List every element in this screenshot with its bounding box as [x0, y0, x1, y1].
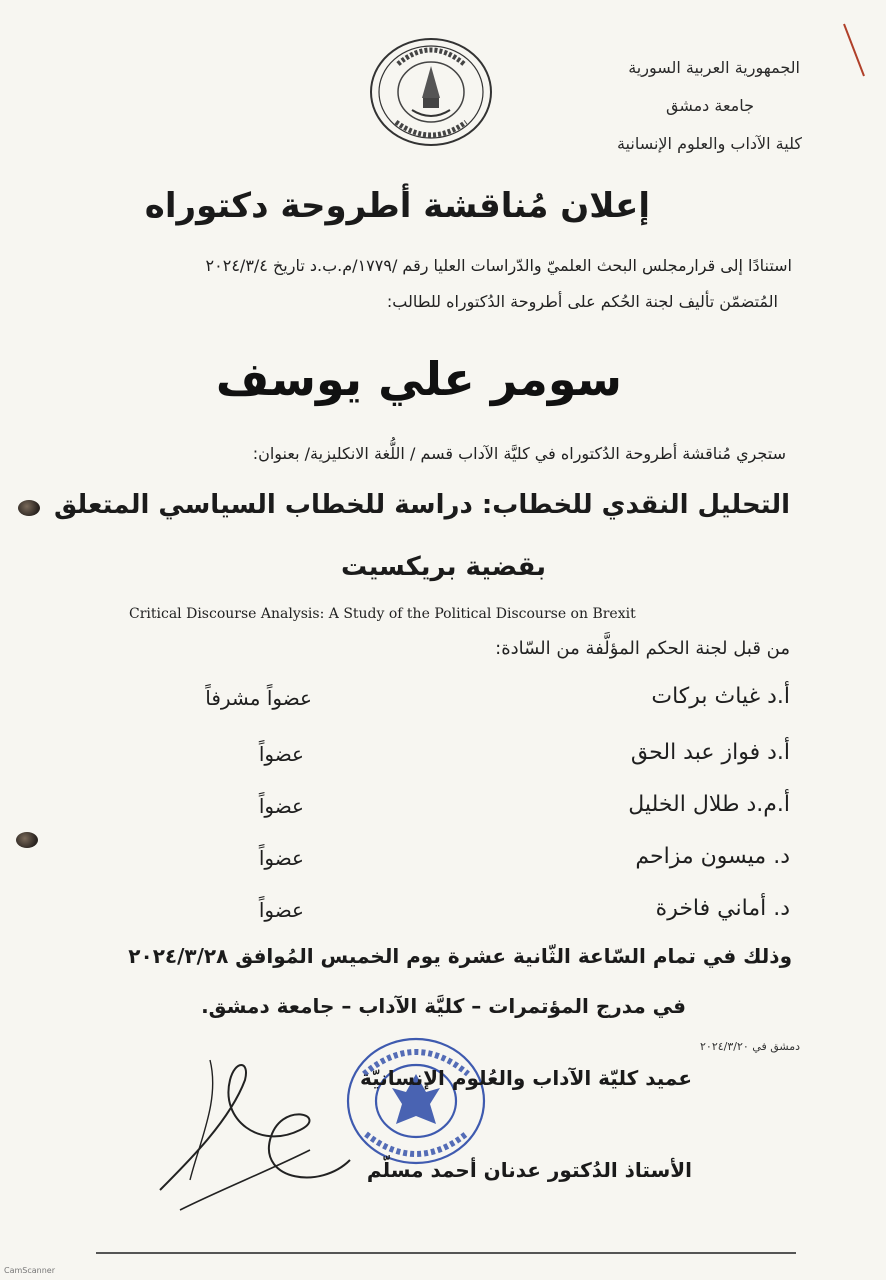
- pen-mark: [838, 20, 868, 80]
- handwritten-signature: [150, 1040, 370, 1230]
- header-faculty: كلية الآداب والعلوم الإنسانية: [616, 134, 802, 153]
- committee-member-name: أ.د غياث بركات: [651, 684, 790, 709]
- committee-member-name: أ.م.د طلال الخليل: [628, 792, 790, 817]
- thesis-title-english: Critical Discourse Analysis: A Study of the Political Discourse on Brexit: [129, 606, 636, 622]
- page-title: إعلان مُناقشة أطروحة دكتوراه: [144, 186, 650, 226]
- dean-name: الأستاذ الدُكتور عدنان أحمد مسلّم: [366, 1158, 692, 1182]
- header-republic: الجمهورية العربية السورية: [628, 58, 800, 77]
- schedule-line-2: في مدرج المؤتمرات – كليَّة الآداب – جامعة دمشق.: [201, 994, 686, 1018]
- committee-member-name: د. أماني فاخرة: [655, 896, 790, 921]
- thesis-title-line-2: بقضية بريكسيت: [341, 552, 546, 582]
- committee-member-role: عضواً: [258, 898, 304, 922]
- punch-hole: [16, 832, 38, 848]
- committee-member-role: عضواً مشرفاً: [205, 686, 312, 710]
- committee-member-role: عضواً: [258, 794, 304, 818]
- committee-member-name: أ.د فواز عبد الحق: [630, 740, 790, 765]
- intro-line-2: المُتضمّن تأليف لجنة الحُكم على أطروحة الدُكتوراه للطالب:: [386, 292, 778, 311]
- schedule-line-1: وذلك في تمام السّاعة الثّانية عشرة يوم الخميس المُوافق ٢٠٢٤/٣/٢٨: [128, 944, 792, 968]
- committee-intro: من قبل لجنة الحكم المؤلَّفة من السّادة:: [495, 638, 790, 659]
- committee-member-role: عضواً: [258, 846, 304, 870]
- committee-member-role: عضواً: [258, 742, 304, 766]
- university-seal: [368, 36, 494, 148]
- bottom-rule: [96, 1252, 796, 1254]
- student-name: سومر علي يوسف: [215, 352, 622, 406]
- committee-member-name: د. ميسون مزاحم: [635, 844, 790, 869]
- scanner-watermark: CamScanner: [4, 1266, 56, 1275]
- punch-hole: [18, 500, 40, 516]
- dean-title: عميد كليّة الآداب والعُلوم الإنسانيّة: [359, 1066, 692, 1090]
- header-university: جامعة دمشق: [665, 96, 754, 115]
- issue-date: دمشق في ٢٠٢٤/٣/٢٠: [700, 1040, 800, 1053]
- thesis-title-line-1: التحليل النقدي للخطاب: دراسة للخطاب السياسي المتعلق: [53, 490, 790, 520]
- intro-line-1: استنادًا إلى قرارمجلس البحث العلميّ والدّراسات العليا رقم /١٧٧٩/م.ب.د تاريخ ٢٠٢٤/٣/٤: [205, 256, 792, 275]
- announcement-line: ستجري مُناقشة أطروحة الدُكتوراه في كليَّة الآداب قسم / اللُّغة الانكليزية/ بعنوان:: [252, 444, 786, 463]
